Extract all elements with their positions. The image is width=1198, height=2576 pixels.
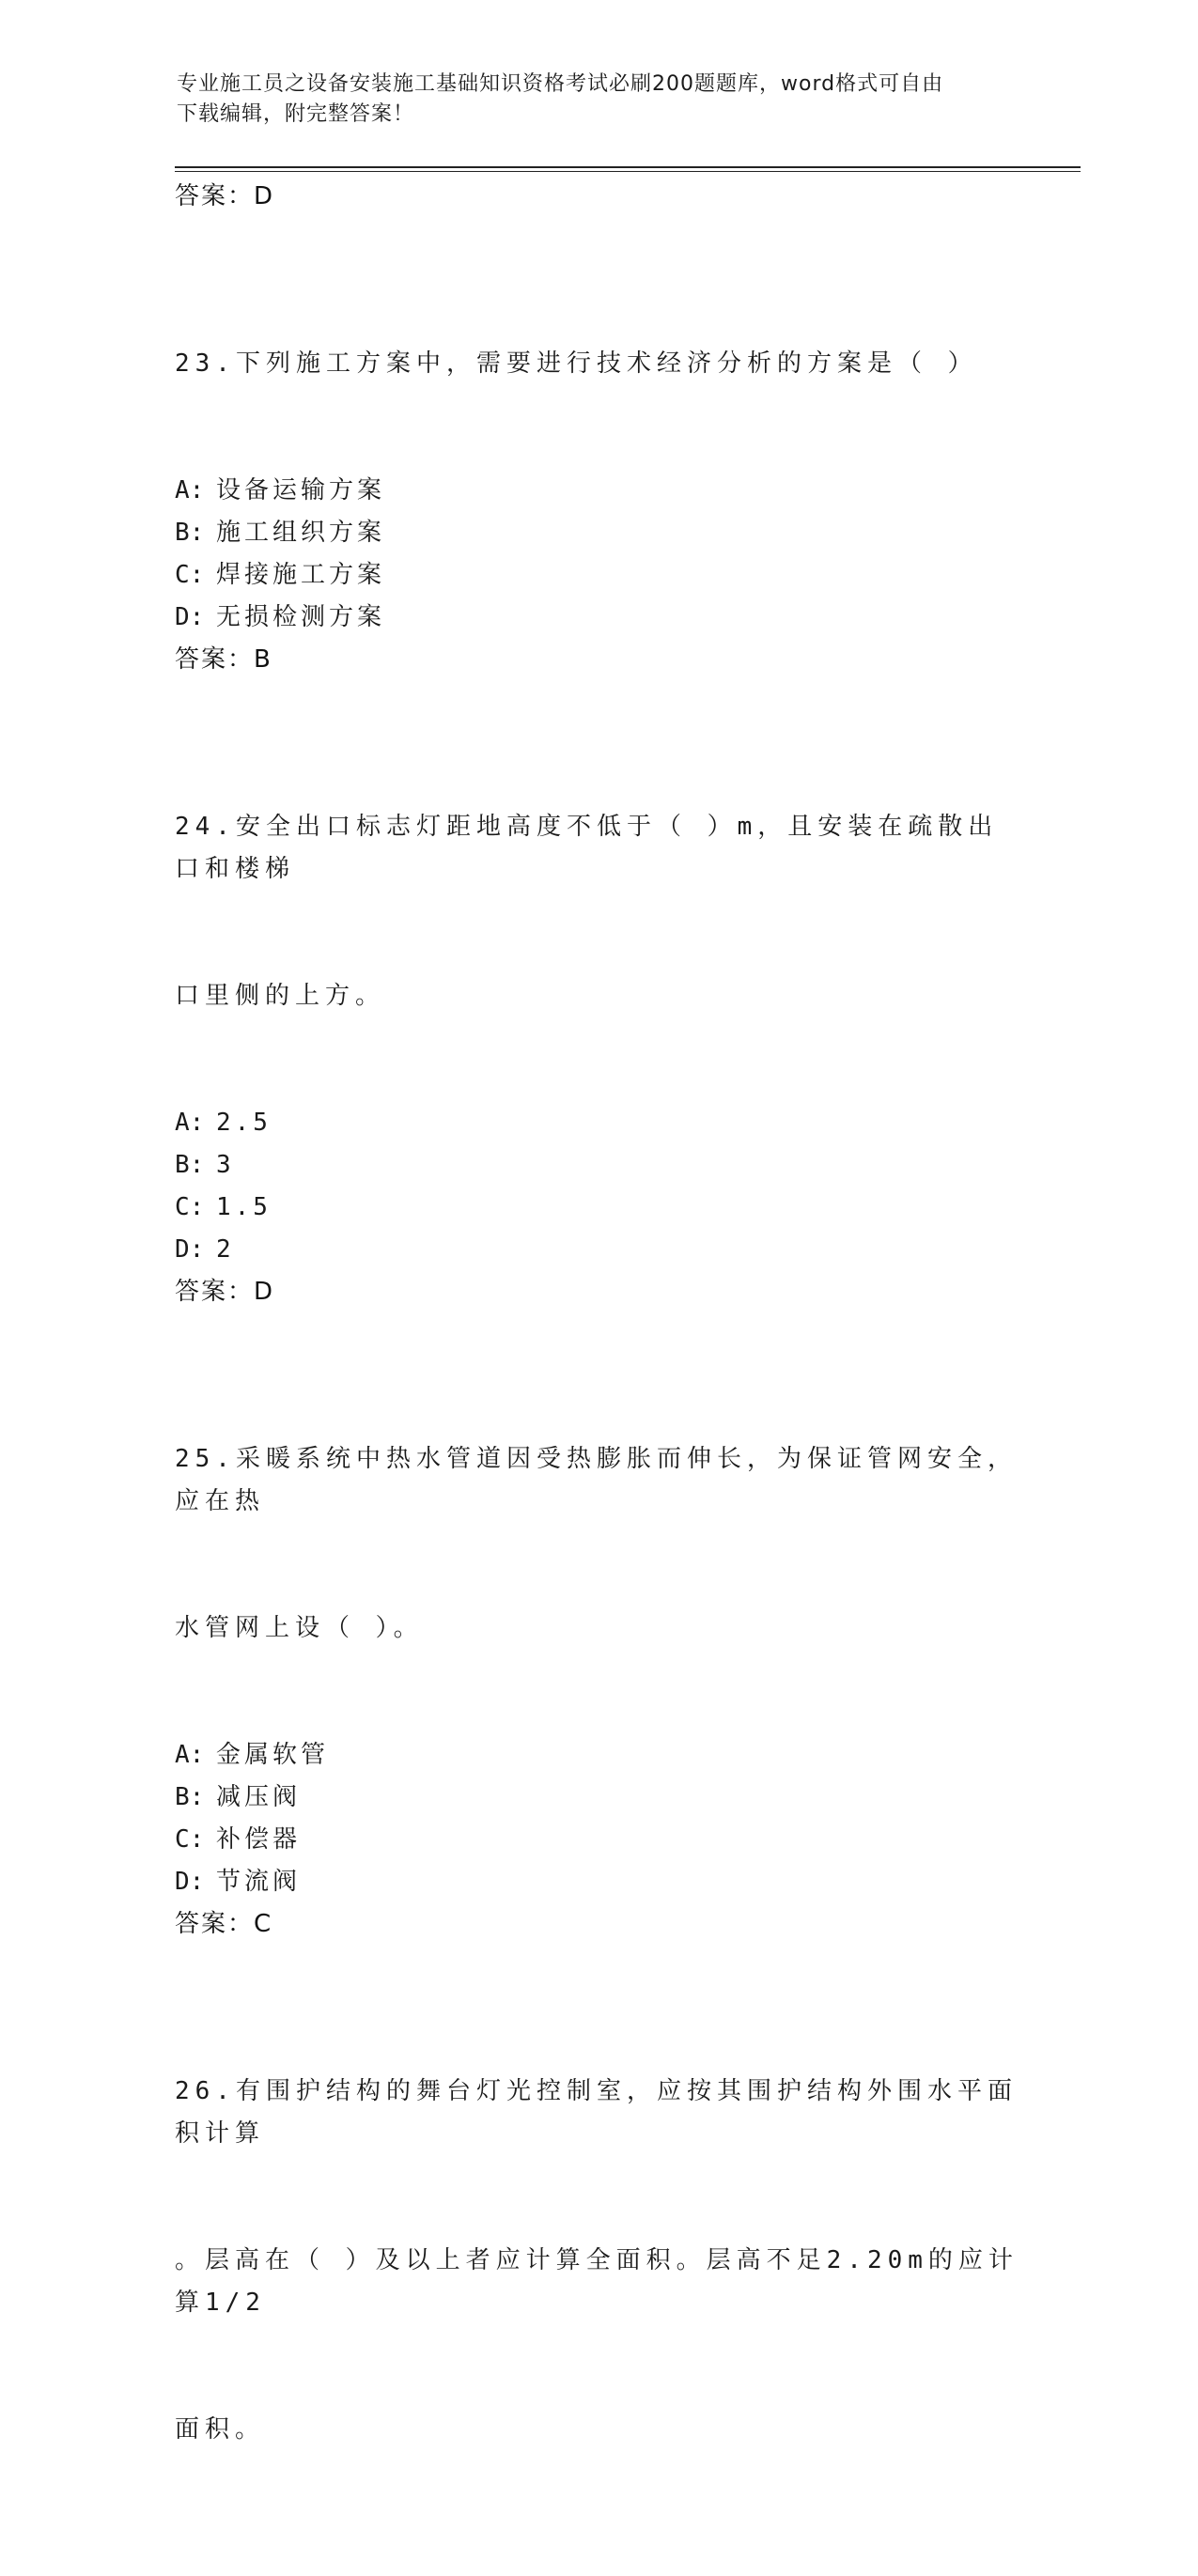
question-24 xyxy=(175,722,1020,1313)
option-b xyxy=(175,512,1020,554)
question-list xyxy=(175,176,1020,2576)
question-line: 23.下列施工方案中，需要进行技术经济分析的方案是（ ） xyxy=(175,349,978,378)
option-key: D: xyxy=(175,1235,205,1264)
option-text: 2 xyxy=(216,1235,235,1264)
answer: 答案：B xyxy=(175,645,272,674)
option-key: C: xyxy=(175,561,205,589)
option-key: D: xyxy=(175,1868,205,1896)
question-26 xyxy=(175,1986,1020,2536)
option-text: 焊接施工方案 xyxy=(216,561,386,589)
option-text: 2.5 xyxy=(216,1109,272,1137)
question-line: 口里侧的上方。 xyxy=(175,982,386,1010)
question-line: 26.有围护结构的舞台灯光控制室，应按其围护结构外围水平面积计算 xyxy=(175,2077,1018,2148)
previous-answer: 答案：D xyxy=(175,182,275,210)
option-text: 施工组织方案 xyxy=(216,519,386,547)
option-d xyxy=(175,597,1020,639)
option-text: 无损检测方案 xyxy=(216,603,386,631)
option-key: C: xyxy=(175,1193,205,1221)
option-key: D: xyxy=(175,603,205,631)
option-b xyxy=(175,1777,1020,1819)
option-a xyxy=(175,470,1020,512)
option-key: A: xyxy=(175,476,205,504)
option-text: 3 xyxy=(216,1151,235,1179)
header-rule-thick xyxy=(175,166,1081,168)
option-text: 1.5 xyxy=(216,1193,272,1221)
question-line: 25.采暖系统中热水管道因受热膨胀而伸长，为保证管网安全，应在热 xyxy=(175,1445,1018,1515)
option-a xyxy=(175,1734,1020,1777)
option-d xyxy=(175,1861,1020,1903)
question-25 xyxy=(175,1354,1020,1946)
question-line: 水管网上设（ ）。 xyxy=(175,1614,424,1642)
header-line-2: 下载编辑，附完整答案！ xyxy=(177,102,415,126)
answer: 答案：C xyxy=(175,1910,273,1938)
option-key: A: xyxy=(175,1741,205,1769)
question-text xyxy=(175,722,1020,1102)
option-key: B: xyxy=(175,1783,205,1811)
option-key: B: xyxy=(175,519,205,547)
page-header xyxy=(177,70,1004,130)
option-d xyxy=(175,1229,1020,1271)
option-a xyxy=(175,1102,1020,1144)
option-c xyxy=(175,1187,1020,1229)
option-c xyxy=(175,1819,1020,1861)
option-key: C: xyxy=(175,1825,205,1854)
option-text: 减压阀 xyxy=(216,1783,302,1811)
option-key: A: xyxy=(175,1109,205,1137)
header-rule-thin xyxy=(175,171,1081,172)
option-text: 设备运输方案 xyxy=(216,476,386,504)
question-line: 。层高在（ ）及以上者应计算全面积。层高不足2.20m的应计算1/2 xyxy=(175,2246,1019,2317)
question-23 xyxy=(175,258,1020,681)
question-text xyxy=(175,1986,1020,2536)
question-text xyxy=(175,1354,1020,1734)
question-line: 24.安全出口标志灯距地高度不低于（ ）m，且安装在疏散出口和楼梯 xyxy=(175,813,999,883)
question-text xyxy=(175,258,1020,470)
option-b xyxy=(175,1144,1020,1187)
answer: 答案：D xyxy=(175,1278,275,1306)
option-text: 节流阀 xyxy=(216,1868,302,1896)
option-text: 补偿器 xyxy=(216,1825,302,1854)
option-text: 金属软管 xyxy=(216,1741,330,1769)
question-line: 面积。 xyxy=(175,2415,266,2444)
header-line-1: 专业施工员之设备安装施工基础知识资格考试必刷200题题库，word格式可自由 xyxy=(177,72,944,96)
option-c xyxy=(175,554,1020,597)
option-key: B: xyxy=(175,1151,205,1179)
